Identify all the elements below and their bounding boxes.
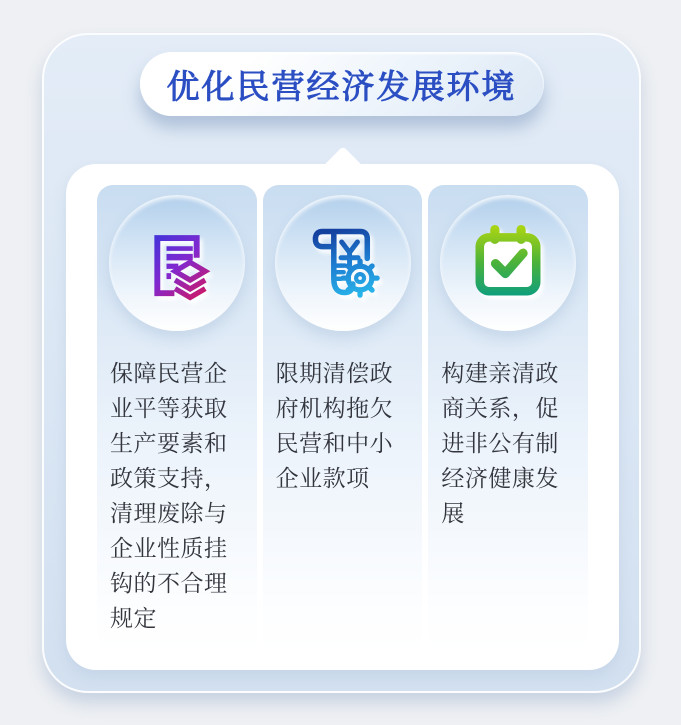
item-text: 限期清偿政府机构拖欠民营和中小企业款项: [275, 360, 394, 491]
item-column-cordial-clean-relations: [428, 185, 588, 654]
item-text: 保障民营企业平等获取生产要素和政策支持，清理废除与企业性质挂钩的不合理规定: [110, 360, 228, 631]
info-card: [42, 33, 641, 693]
icon-bubble: [440, 195, 576, 331]
item-text: 构建亲清政商关系，促进非公有制经济健康发展: [441, 360, 559, 526]
content-panel: [66, 164, 619, 670]
item-column-clear-overdue-payments: [263, 185, 423, 654]
icon-bubble: [109, 195, 245, 331]
page-title: 优化民营经济发展环境: [166, 67, 517, 105]
calendar-check-icon: [466, 221, 550, 305]
document-layers-icon: [135, 221, 219, 305]
icon-bubble: [275, 195, 411, 331]
invoice-gear-icon: [301, 221, 385, 305]
items-row: [66, 164, 619, 654]
header-title-pill: [140, 52, 544, 116]
item-column-equal-factor-access: [97, 185, 257, 654]
